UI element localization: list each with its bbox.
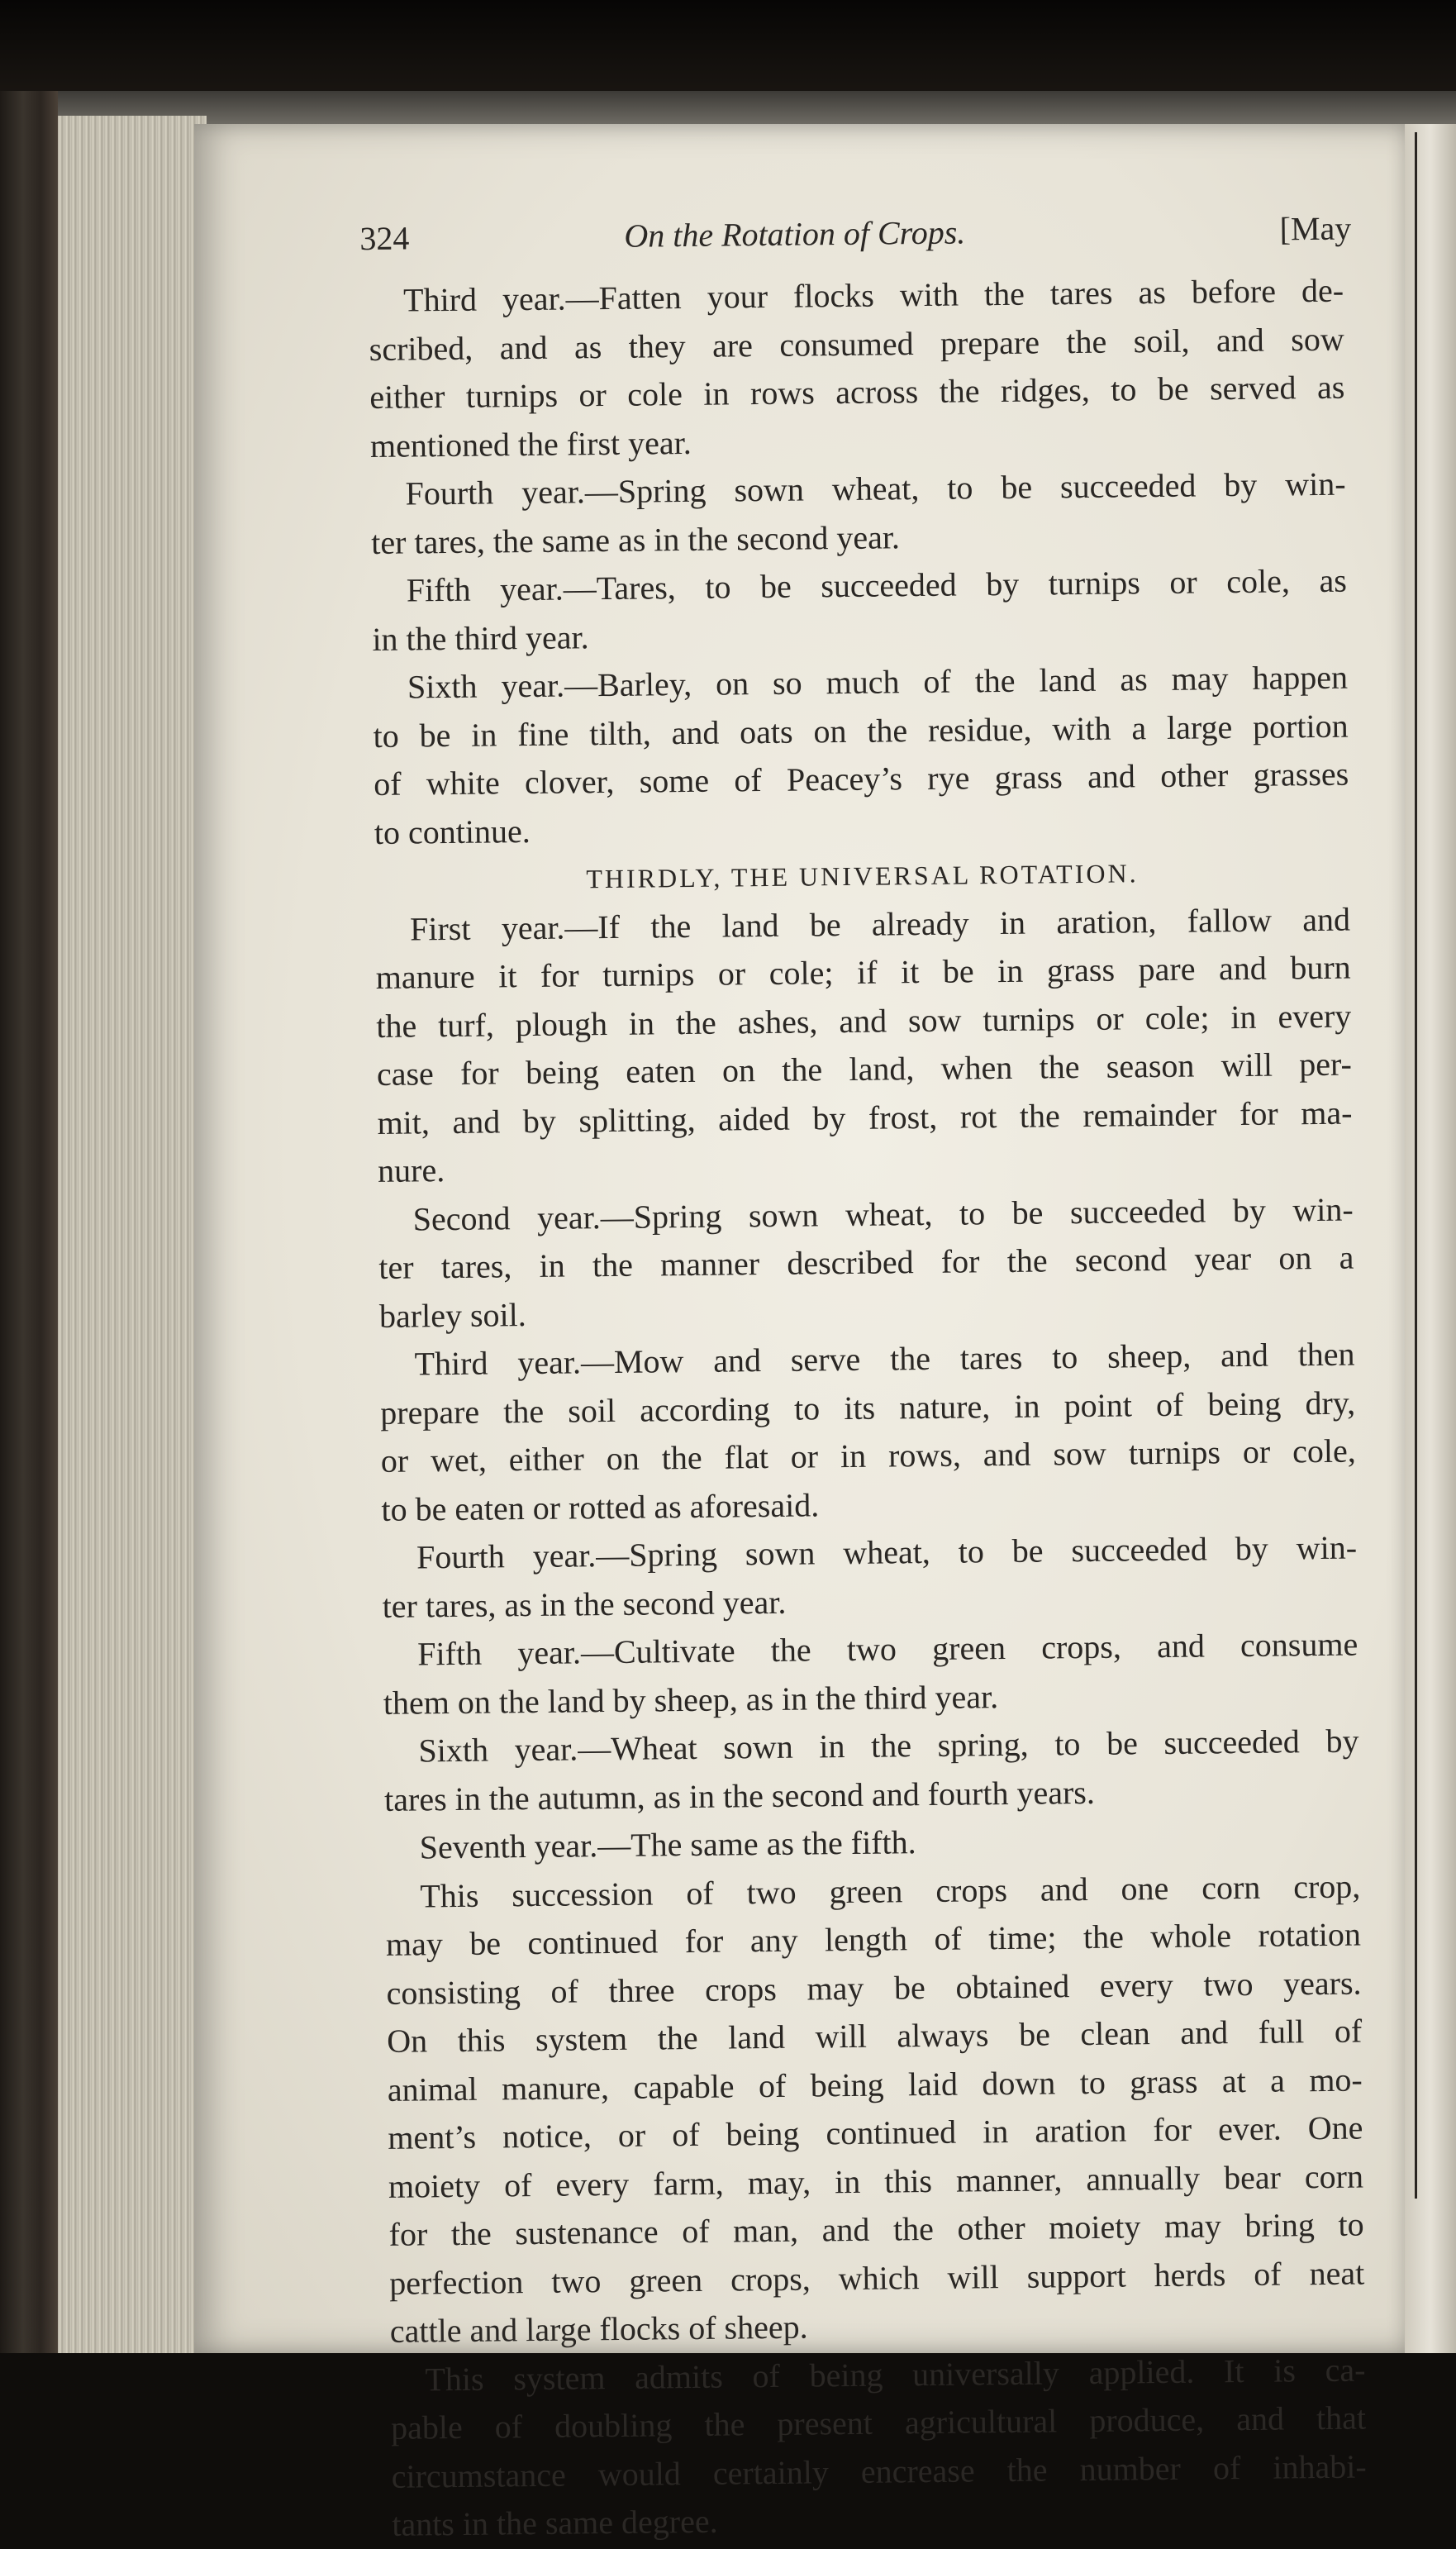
text-line: manure it for turnips or cole; if it be in grass pare and burn	[375, 948, 1351, 996]
text-line: in the third year.	[372, 617, 589, 658]
text-line: either turnips or cole in rows across the ridges, to be served as	[369, 368, 1345, 416]
text-line: Sixth year.—Wheat sown in the spring, to be succeeded by	[418, 1722, 1359, 1770]
text-line: mentioned the first year.	[369, 423, 692, 465]
text-line: case for being eaten on the land, when the season will per-	[376, 1045, 1353, 1093]
book-cover	[0, 91, 58, 2353]
text-line: On this system the land will always be clean and full of	[386, 2012, 1363, 2060]
text-line: for the sustenance of man, and the other moiety may bring to	[388, 2205, 1364, 2253]
text-line: them on the land by sheep, as in the third year.	[383, 1677, 999, 1722]
text-line: to continue.	[374, 812, 531, 851]
text-line: This succession of two green crops and one corn crop,	[420, 1867, 1361, 1914]
text-line: Third year.—Mow and serve the tares to sheep, and then	[414, 1335, 1355, 1383]
text-line: consisting of three crops may be obtained every two years.	[386, 1964, 1362, 2012]
text-line: scribed, and as they are consumed prepare the soil, and sow	[369, 320, 1344, 368]
page-stack-edges	[58, 116, 207, 2353]
right-page-edge	[1405, 124, 1456, 2353]
text-line: Fourth year.—Spring sown wheat, to be succeeded by win-	[405, 465, 1346, 512]
text-line: or wet, either on the flat or in rows, and sow turnips or cole,	[380, 1432, 1357, 1479]
text-line: ter tares, as in the second year.	[382, 1583, 787, 1625]
text-line: moiety of every farm, may, in this manner, annually bear corn	[388, 2157, 1364, 2205]
text-line: This system admits of being universally applied. It is ca-	[425, 2351, 1366, 2398]
page-number: 324	[359, 219, 410, 258]
text-line: circumstance would certainly encrease the number of inhabi-	[391, 2447, 1367, 2495]
text-line: tares in the autumn, as in the second and fourth years.	[383, 1773, 1096, 1818]
text-line: barley soil.	[378, 1295, 526, 1335]
text-line: tants in the same degree.	[392, 2502, 718, 2543]
section-heading: THIRDLY, THE UNIVERSAL ROTATION.	[586, 858, 1139, 894]
text-line: may be continued for any length of time; the whole rotation	[385, 1915, 1362, 1963]
text-line: ment’s notice, or of being continued in aration for ever. One	[388, 2108, 1363, 2156]
running-head	[359, 201, 1352, 277]
page-top-edge	[0, 91, 1456, 124]
backdrop	[0, 0, 1456, 99]
text-line: ter tares, in the manner described for the second year on a	[378, 1238, 1354, 1286]
text-line: Seventh year.—The same as the fifth.	[419, 1823, 916, 1866]
running-month: [May	[1279, 209, 1352, 248]
text-line: Second year.—Spring sown wheat, to be succeeded by win-	[412, 1190, 1354, 1237]
text-line: Fifth year.—Cultivate the two green crops, and consume	[417, 1625, 1358, 1673]
text-line: prepare the soil according to its nature, in point of being dry,	[379, 1384, 1356, 1432]
page-text	[359, 201, 1368, 2549]
running-title: On the Rotation of Crops.	[624, 213, 966, 255]
text-line: nure.	[377, 1151, 445, 1189]
gutter-line	[1415, 132, 1417, 2199]
text-line: to be eaten or rotted as aforesaid.	[381, 1485, 820, 1528]
text-line: cattle and large flocks of sheep.	[389, 2308, 808, 2350]
text-line: mit, and by splitting, aided by frost, rot the remainder for ma-	[377, 1093, 1353, 1141]
text-line: Sixth year.—Barley, on so much of the land as may happen	[407, 658, 1349, 706]
text-line: Fourth year.—Spring sown wheat, to be succeeded by win-	[416, 1528, 1358, 1576]
text-line: animal manure, capable of being laid down to grass at a mo-	[387, 2061, 1363, 2108]
text-line: Third year.—Fatten your flocks with the tares as before de-	[402, 271, 1344, 319]
text-line: the turf, plough in the ashes, and sow turnips or cole; in every	[376, 997, 1352, 1045]
text-line: perfection two green crops, which will support herds of neat	[389, 2254, 1365, 2302]
text-line: ter tares, the same as in the second year.	[370, 517, 901, 561]
text-line: First year.—If the land be already in aration, fallow and	[409, 900, 1351, 948]
text-line: to be in fine tilth, and oats on the residue, with a large portion	[373, 707, 1349, 755]
text-line: pable of doubling the present agricultural produce, and that	[390, 2399, 1367, 2447]
text-line: of white clover, some of Peacey’s rye grass and other grasses	[374, 755, 1349, 803]
text-line: Fifth year.—Tares, to be succeeded by turnips or cole, as	[406, 561, 1347, 609]
